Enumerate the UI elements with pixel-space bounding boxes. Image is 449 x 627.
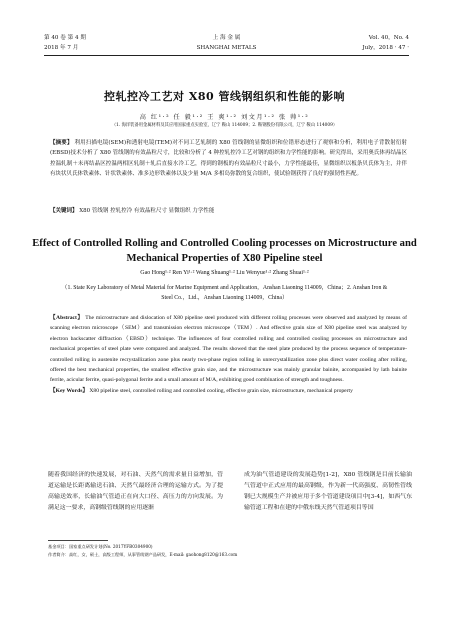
header-rule: [44, 55, 409, 56]
chinese-keywords: [50, 206, 407, 216]
abstract-label-en: 【Abstract】: [50, 315, 84, 321]
body-column-right: 成为油气管道建设的发展趋势[1-2]，X80 管线钢是目前长输油气管道中正式应用的最高钢级，作为新一代高强度、高韧性管线钢已大规模生产并被应用于多个管道建设项目中[3-4]，如西气东输管道工程和在建的中俄东线天然气管道项目等国: [244, 472, 412, 511]
chinese-affiliation: （1. 海洋装备用金属材料及其应用国家重点实验室，辽宁 鞍山 114009；2. 鞍钢股份有限公司，辽宁 鞍山 114009）: [111, 123, 338, 128]
journal-name-cn: 上 海 金 属: [212, 35, 241, 41]
issue-date: 2018 年 7 月: [44, 45, 79, 51]
keywords-label-cn: 【关键词】: [50, 208, 78, 214]
english-affiliation: （1. State Key Laboratory of Metal Material for Marine Equipment and Application，Anshan Liaoning 114009，China；2. Anshan Iron & Steel Co.，Ltd.，Anshan Liaoning 114009，China）: [61, 285, 388, 301]
footnote-author: 作者简介：高红，女，硕士，高级工程师，从事管线钢产品研发，E-mail: gaohong8120@163.com: [48, 552, 238, 557]
abstract-label-cn: 【摘要】: [50, 140, 73, 146]
volume-issue: 第 40 卷 第 4 期: [44, 35, 86, 41]
journal-name-en: SHANGHAI METALS: [196, 45, 257, 51]
date-page: July，2018 · 47 ·: [362, 45, 409, 51]
keywords-label-en: 【Key Words】: [50, 387, 88, 394]
body-column-left: 随着我国经济的快速发展，对石油、天然气的需求量日益增加，管道运输是长距离输送石油、天然气最经济合理的运输方式。为了提高输送效率，长输油气管道正在向大口径、高压力的方向发展。为满足这一要求，高钢级管线钢的应用逐渐: [48, 472, 223, 511]
english-authors: Gao Hong¹·² Ren Yi¹·² Wang Shuang¹·² Liu Wenyue¹·² Zhang Shuai¹·²: [140, 270, 309, 276]
footnote-fund: 基金项目：国家重点研发计划(No. 2017YFB0304900): [48, 544, 153, 549]
chinese-authors: 高 红¹·² 任 毅¹·² 王 爽¹·² 刘文月¹·² 张 帅¹·²: [139, 114, 310, 121]
volume-issue-en: Vol. 40，No. 4: [368, 35, 409, 41]
english-title: Effect of Controlled Rolling and Controlled Cooling processes on Microstructure and Mechanical Properties of X80 Pipeline steel: [32, 238, 417, 264]
keywords-text-en: X80 pipeline steel, controlled rolling and controlled cooling, effective grain size, microstructure, mechanical property: [89, 387, 353, 394]
chinese-title: 控轧控冷工艺对 X80 管线钢组织和性能的影响: [103, 90, 345, 103]
keywords-text-cn: X80 管线钢 控轧控冷 有效晶粒尺寸 显微组织 力学性能: [79, 208, 215, 214]
chinese-abstract: [50, 138, 407, 179]
footnote-rule: [48, 540, 108, 541]
abstract-text-en: The microstructure and dislocation of X80 pipeline steel produced with different rolling processes were observed and analyzed by means of scanning electron microscope（SEM）and transmission electron microscope（TEM）. And effective grain size of X80 pipeline steel was analyzed by electron backscatter diffraction（EBSD）technique. The influences of four controlled rolling and controlled cooling processes on microstructure and mechanical properties of steel plate were compared and analyzed. The results showed that the steel plate produced by the process sequence of temperature-controlled rolling in austenite recrystallization zone plus nearly two-phase region rolling in unrecrystallization zone plus direct water cooling after rolling, offered the best mechanical properties, the smallest effective grain size, and the microstructure was mainly granular bainite, accompanied by lath bainite ferrite, acicular ferrite, quasi-polygonal ferrite and a small amount of M/A, exhibiting good combination of strength and toughness.: [50, 315, 407, 384]
english-abstract: [50, 313, 407, 396]
abstract-text-cn: 利用扫描电镜(SEM)和透射电镜(TEM)对不同工艺轧制的 X80 管线钢的显微组织和位错形态进行了观察和分析，利用电子背散射衍射(EBSD)技术分析了 X80 管线钢的有效晶粒尺寸，比较和分析了 4 种控轧控冷工艺对钢的组织和力学性能的影响。研究得出，采用奥氏体再结晶区控温轧制＋未再结晶区控温两相区轧制＋轧后直接水冷工艺，得到的钢板的有效晶粒尺寸最小，力学性能最佳，显微组织以板条贝氏体为主，并伴有块状贝氏体铁素体、针状铁素体、准多边形铁素体以及少量 M/A 多相岛弥散的复合组织，使试验钢获得了良好的强韧性匹配。: [50, 140, 407, 177]
